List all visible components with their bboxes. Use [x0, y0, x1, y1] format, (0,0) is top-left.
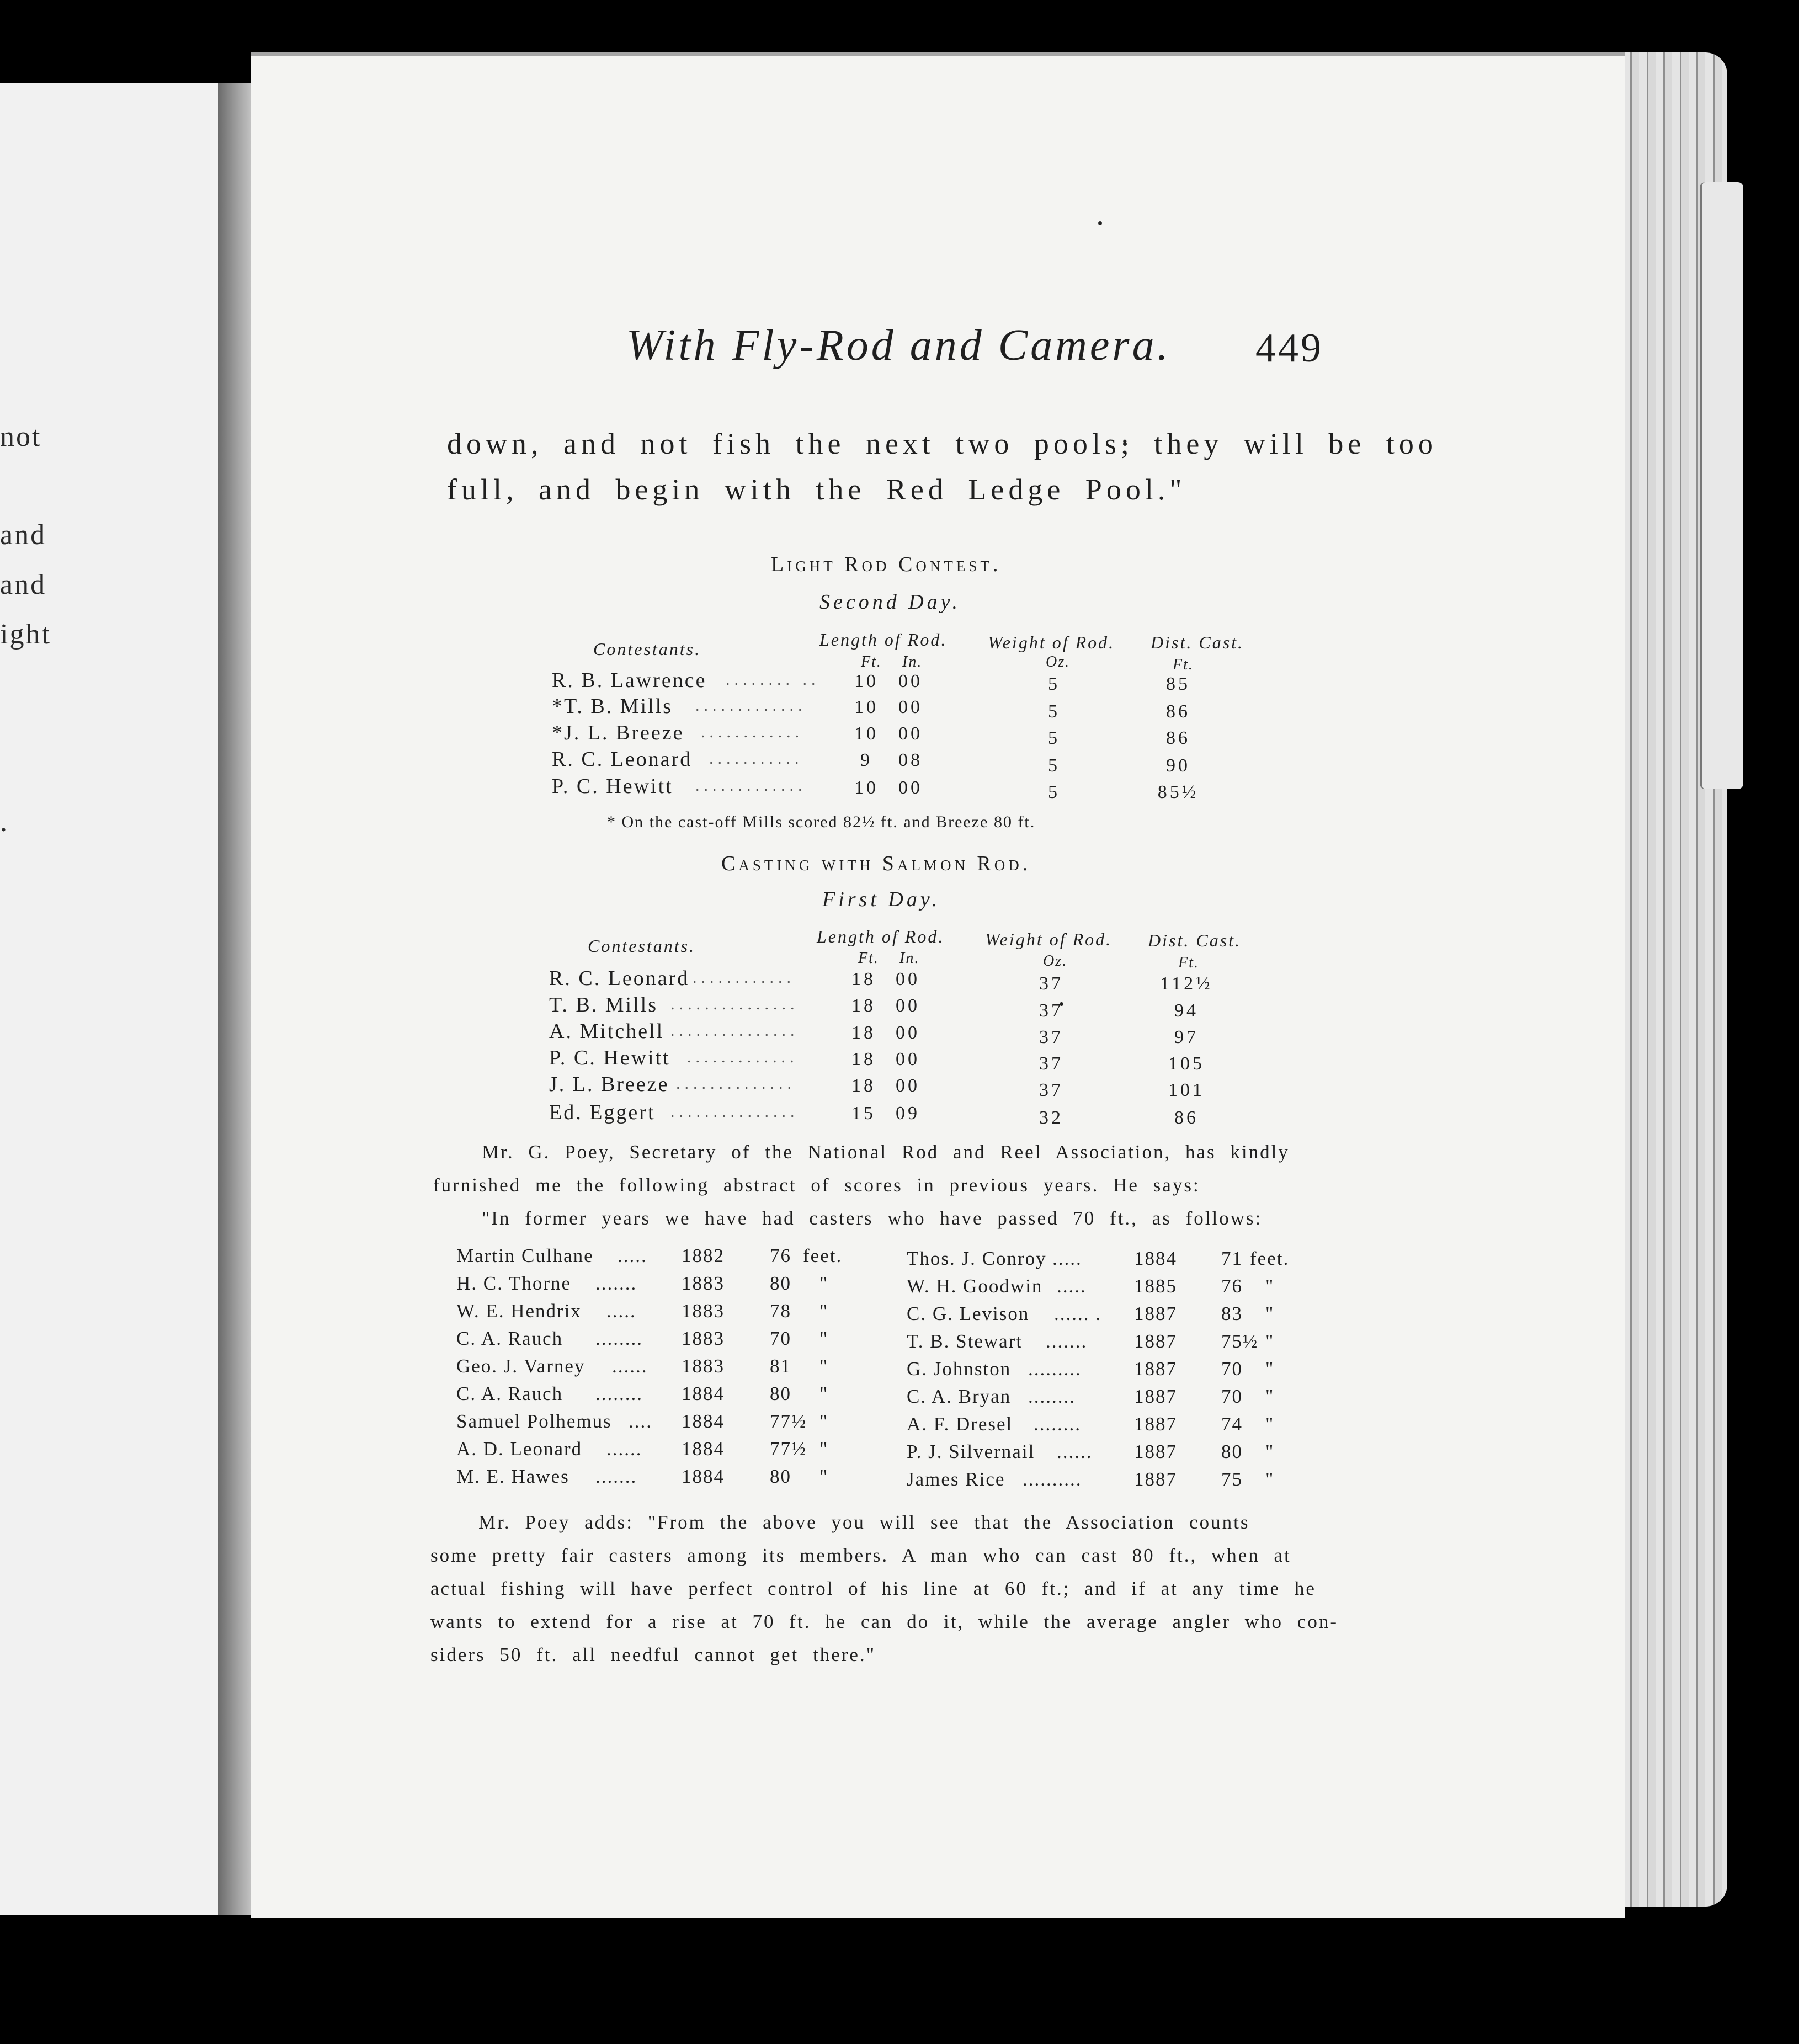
paragraph-line: Mr. G. Poey, Secretary of the National Rod and Reel Association, has kindly	[482, 1141, 1290, 1163]
length-in: 00	[898, 671, 923, 691]
ink-speck	[1098, 221, 1102, 225]
col-unit-ft: Ft.	[861, 653, 882, 670]
score-distance: 76	[770, 1245, 791, 1266]
score-entry-name: Thos. J. Conroy	[907, 1248, 1047, 1269]
leader-dots: .......	[1046, 1330, 1088, 1352]
score-year: 1887	[1134, 1330, 1177, 1352]
length-ft: 18	[851, 969, 876, 989]
leader-dots: ...... .	[1054, 1303, 1101, 1324]
score-entry-name: Martin Culhane	[456, 1245, 594, 1266]
weight-oz: 37	[1039, 1027, 1063, 1047]
score-year: 1884	[682, 1383, 725, 1404]
contestant-name: R. B. Lawrence	[552, 669, 707, 692]
length-in: 09	[896, 1103, 920, 1124]
score-unit: "	[1265, 1275, 1275, 1297]
score-unit: "	[1265, 1468, 1275, 1490]
leader-dots: ..........	[1023, 1468, 1082, 1490]
leader-dots: ........	[595, 1328, 643, 1349]
length-ft: 18	[851, 1049, 876, 1069]
dist-cast: 94	[1174, 1000, 1199, 1021]
col-header-length: Length of Rod.	[819, 630, 948, 650]
weight-oz: 5	[1048, 701, 1060, 722]
score-year: 1883	[682, 1273, 725, 1294]
book-page	[251, 52, 1625, 1918]
score-distance: 78	[770, 1300, 791, 1322]
left-page-fragment: .	[0, 806, 9, 838]
score-distance: 70	[1221, 1386, 1243, 1407]
leader-dots: .......	[595, 1466, 637, 1487]
score-entry-name: M. E. Hawes	[456, 1466, 569, 1487]
contestant-name: *J. L. Breeze	[552, 721, 684, 744]
length-ft: 18	[851, 996, 876, 1016]
length-in: 00	[896, 1023, 920, 1043]
score-year: 1887	[1134, 1358, 1177, 1380]
contestant-name: T. B. Mills	[549, 993, 658, 1016]
leader-dots: .....	[606, 1300, 636, 1322]
score-unit: "	[819, 1273, 829, 1294]
leader-dots: ......	[612, 1355, 648, 1377]
left-page-fragment: and	[0, 519, 47, 551]
dist-cast: 90	[1166, 755, 1190, 776]
score-entry-name: W. E. Hendrix	[456, 1300, 582, 1322]
score-distance: 77½	[770, 1410, 807, 1432]
length-ft: 10	[854, 671, 879, 691]
weight-oz: 5	[1048, 782, 1060, 802]
dist-cast: 101	[1168, 1080, 1205, 1100]
dist-cast: 112½	[1160, 973, 1213, 994]
contestant-name: P. C. Hewitt	[549, 1046, 670, 1069]
table-title: Casting with Salmon Rod.	[721, 852, 1031, 875]
leader-dots: .....	[618, 1245, 647, 1266]
paragraph-line: wants to extend for a rise at 70 ft. he can do it, while the average angler who con-	[430, 1611, 1338, 1632]
weight-oz: 5	[1048, 728, 1060, 748]
leader-dots: ........	[1028, 1386, 1076, 1407]
left-page-fragment: not	[0, 421, 42, 453]
score-entry-name: P. J. Silvernail	[907, 1441, 1035, 1462]
score-unit: "	[819, 1383, 829, 1404]
score-distance: 71	[1221, 1248, 1243, 1269]
score-unit: feet.	[1250, 1248, 1290, 1269]
score-distance: 70	[1221, 1358, 1243, 1380]
score-unit: "	[1265, 1413, 1275, 1435]
score-unit: "	[819, 1438, 829, 1460]
length-ft: 10	[854, 723, 879, 744]
score-entry-name: T. B. Stewart	[907, 1330, 1023, 1352]
score-entry-name: C. A. Rauch	[456, 1383, 563, 1404]
score-unit: "	[819, 1466, 829, 1487]
leader-dots: ........	[1034, 1413, 1081, 1435]
length-ft: 9	[860, 750, 872, 770]
length-ft: 15	[851, 1103, 876, 1124]
leader-dots: ......	[1057, 1441, 1093, 1462]
paragraph-line: furnished me the following abstract of scores in previous years. He says:	[433, 1174, 1200, 1196]
length-in: 00	[898, 778, 923, 798]
score-unit: "	[1265, 1386, 1275, 1407]
score-unit: "	[1265, 1303, 1275, 1324]
contestant-name: R. C. Leonard	[549, 967, 690, 990]
dist-cast: 86	[1166, 701, 1190, 722]
leader-dots: .....	[1052, 1248, 1082, 1269]
dist-cast: 85½	[1157, 782, 1199, 802]
length-in: 00	[896, 969, 920, 989]
col-unit-oz: Oz.	[1046, 653, 1071, 670]
left-page-fragment: and	[0, 569, 47, 600]
score-distance: 75½	[1221, 1330, 1259, 1352]
contestant-name: R. C. Leonard	[552, 748, 693, 771]
dist-cast: 86	[1166, 728, 1190, 748]
score-entry-name: A. D. Leonard	[456, 1438, 583, 1460]
score-unit: "	[819, 1300, 829, 1322]
score-distance: 77½	[770, 1438, 807, 1460]
table-subtitle: First Day.	[822, 888, 941, 911]
length-in: 00	[896, 1049, 920, 1069]
leader-dots: ...............	[670, 995, 799, 1013]
col-unit-in: In.	[900, 950, 920, 967]
score-entry-name: Samuel Polhemus	[456, 1410, 612, 1432]
weight-oz: 5	[1048, 755, 1060, 776]
leader-dots: .............	[695, 696, 807, 715]
leader-dots: .........	[1028, 1358, 1082, 1380]
weight-oz: 5	[1048, 674, 1060, 694]
col-unit-dist-ft: Ft.	[1173, 656, 1194, 673]
col-header-dist: Dist. Cast.	[1151, 632, 1244, 652]
score-distance: 83	[1221, 1303, 1243, 1324]
score-year: 1887	[1134, 1413, 1177, 1435]
col-unit-oz: Oz.	[1043, 952, 1068, 970]
dist-cast: 86	[1174, 1108, 1199, 1128]
col-unit-dist-ft: Ft.	[1178, 954, 1199, 971]
dist-cast: 97	[1174, 1027, 1199, 1047]
score-distance: 80	[770, 1466, 791, 1487]
score-unit: "	[819, 1328, 829, 1349]
col-header-length: Length of Rod.	[817, 927, 945, 946]
score-entry-name: G. Johnston	[907, 1358, 1012, 1380]
intro-line: full, and begin with the Red Ledge Pool."	[447, 473, 1186, 506]
length-in: 00	[898, 697, 923, 717]
paragraph-line: siders 50 ft. all needful cannot get there."	[430, 1644, 876, 1665]
score-entry-name: C. A. Rauch	[456, 1328, 563, 1349]
leader-dots: ........ ..	[726, 670, 820, 689]
score-distance: 81	[770, 1355, 791, 1377]
page-tab-strip	[1700, 182, 1743, 789]
score-entry-name: W. H. Goodwin	[907, 1275, 1043, 1297]
score-unit: "	[1265, 1330, 1275, 1352]
leader-dots: ............	[701, 723, 803, 741]
score-distance: 74	[1221, 1413, 1243, 1435]
length-ft: 18	[851, 1023, 876, 1043]
leader-dots: ..............	[676, 1074, 796, 1093]
score-unit: feet.	[803, 1245, 843, 1266]
score-year: 1887	[1134, 1441, 1177, 1462]
left-page-fragment: ight	[0, 619, 51, 650]
length-ft: 10	[854, 778, 879, 798]
length-ft: 10	[854, 697, 879, 717]
leader-dots: ............	[693, 968, 795, 987]
score-entry-name: A. F. Dresel	[907, 1413, 1013, 1435]
score-year: 1887	[1134, 1468, 1177, 1490]
leader-dots: .............	[687, 1048, 799, 1066]
score-unit: "	[819, 1355, 829, 1377]
score-year: 1885	[1134, 1275, 1177, 1297]
col-unit-in: In.	[902, 653, 923, 670]
paragraph-line: "In former years we have had casters who have passed 70 ft., as follows:	[482, 1207, 1263, 1229]
dist-cast: 85	[1166, 674, 1190, 694]
leader-dots: ......	[606, 1438, 642, 1460]
weight-oz: 32	[1039, 1108, 1063, 1128]
score-year: 1887	[1134, 1303, 1177, 1324]
left-facing-page	[0, 83, 221, 1915]
score-entry-name: James Rice	[907, 1468, 1005, 1490]
weight-oz: 37	[1039, 973, 1063, 994]
table-subtitle: Second Day.	[819, 590, 961, 614]
contestant-name: Ed. Eggert	[549, 1101, 656, 1124]
col-header-contestants: Contestants.	[593, 639, 701, 659]
table-footnote: * On the cast-off Mills scored 82½ ft. and Breeze 80 ft.	[607, 813, 1036, 831]
score-entry-name: H. C. Thorne	[456, 1273, 572, 1294]
score-entry-name: C. A. Bryan	[907, 1386, 1012, 1407]
score-unit: "	[1265, 1358, 1275, 1380]
weight-oz: 37	[1039, 1080, 1063, 1100]
col-unit-ft: Ft.	[858, 950, 879, 967]
score-year: 1887	[1134, 1386, 1177, 1407]
contestant-name: A. Mitchell	[549, 1020, 664, 1043]
score-entry-name: Geo. J. Varney	[456, 1355, 586, 1377]
table-title: Light Rod Contest.	[771, 553, 1002, 576]
score-year: 1884	[682, 1438, 725, 1460]
score-year: 1884	[682, 1410, 725, 1432]
score-year: 1883	[682, 1328, 725, 1349]
score-distance: 80	[770, 1273, 791, 1294]
leader-dots: .....	[1057, 1275, 1087, 1297]
length-in: 08	[898, 750, 923, 770]
leader-dots: ...............	[670, 1021, 799, 1040]
score-distance: 80	[770, 1383, 791, 1404]
weight-oz: 37	[1039, 1053, 1063, 1074]
score-entry-name: C. G. Levison	[907, 1303, 1030, 1324]
score-unit: "	[1265, 1441, 1275, 1462]
paragraph-line: some pretty fair casters among its members. A man who can cast 80 ft., when at	[430, 1545, 1291, 1566]
score-year: 1882	[682, 1245, 725, 1266]
leader-dots: ........	[595, 1383, 643, 1404]
col-header-weight: Weight of Rod.	[985, 929, 1113, 949]
leader-dots: .............	[695, 776, 807, 795]
leader-dots: ...........	[709, 749, 803, 768]
leader-dots: ....	[629, 1410, 652, 1432]
score-year: 1883	[682, 1300, 725, 1322]
score-year: 1884	[1134, 1248, 1177, 1269]
length-in: 00	[896, 1076, 920, 1096]
score-distance: 80	[1221, 1441, 1243, 1462]
leader-dots: ...............	[670, 1103, 799, 1121]
contestant-name: J. L. Breeze	[549, 1073, 669, 1096]
score-year: 1884	[682, 1466, 725, 1487]
score-distance: 70	[770, 1328, 791, 1349]
col-header-dist: Dist. Cast.	[1148, 930, 1242, 950]
length-ft: 18	[851, 1076, 876, 1096]
col-header-contestants: Contestants.	[588, 936, 696, 956]
dist-cast: 105	[1168, 1053, 1205, 1074]
score-distance: 76	[1221, 1275, 1243, 1297]
running-title: With Fly-Rod and Camera.	[626, 321, 1171, 370]
contestant-name: *T. B. Mills	[552, 695, 673, 718]
page-number: 449	[1255, 326, 1323, 371]
leader-dots: .......	[595, 1273, 637, 1294]
col-header-weight: Weight of Rod.	[988, 632, 1115, 652]
paragraph-line: actual fishing will have perfect control of his line at 60 ft.; and if at any time he	[430, 1578, 1316, 1599]
score-distance: 75	[1221, 1468, 1243, 1490]
paragraph-line: Mr. Poey adds: "From the above you will see that the Association counts	[478, 1511, 1250, 1533]
score-year: 1883	[682, 1355, 725, 1377]
score-unit: "	[819, 1410, 829, 1432]
length-in: 00	[896, 996, 920, 1016]
intro-line: down, and not fish the next two pools; they will be too	[447, 427, 1438, 460]
weight-oz: 37	[1039, 1000, 1063, 1021]
contestant-name: P. C. Hewitt	[552, 775, 673, 798]
length-in: 00	[898, 723, 923, 744]
